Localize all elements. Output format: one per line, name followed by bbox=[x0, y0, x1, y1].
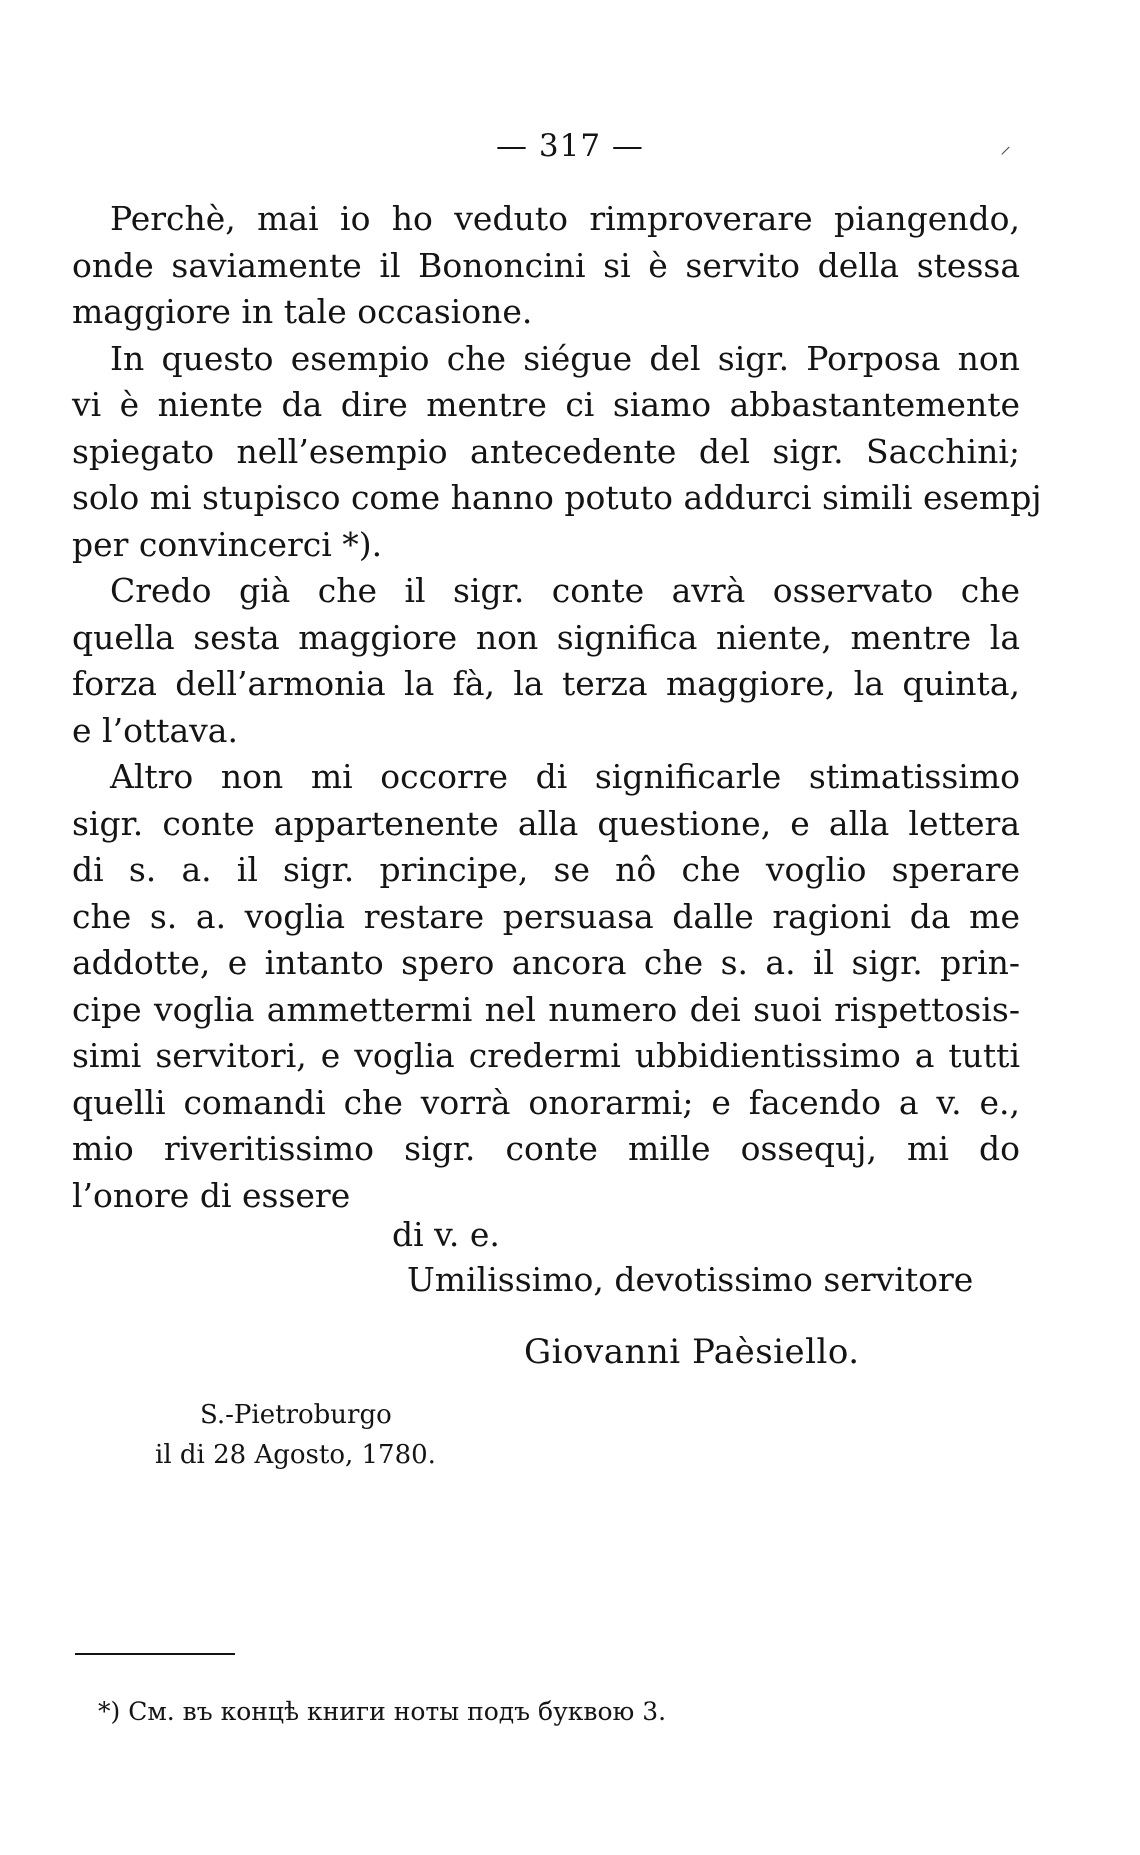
footnote-rule bbox=[75, 1653, 235, 1655]
text-line: solo mi stupisco come hanno potuto addurci simili esempj bbox=[72, 478, 1042, 517]
text-line: spiegato nell’esempio antecedente del sigr. Sacchini; bbox=[72, 431, 1020, 471]
text-line: quella sesta maggiore non significa niente, mentre la bbox=[72, 617, 1020, 657]
text-line: Credo già che il sigr. conte avrà osservato che bbox=[110, 571, 1020, 610]
closing-line-valediction: Umilissimo, devotissimo servitore bbox=[407, 1260, 974, 1299]
signature: Giovanni Paèsiello. bbox=[524, 1332, 860, 1372]
text-line: l’onore di essere bbox=[72, 1175, 351, 1215]
text-line: quelli comandi che vorrà onorarmi; e facendo a v. e., bbox=[72, 1082, 1020, 1122]
text-line: sigr. conte appartenente alla questione, e alla lettera bbox=[72, 803, 1020, 843]
text-line: di s. a. il sigr. principe, se nô che voglio sperare bbox=[72, 850, 1020, 889]
dateline-place: S.-Pietroburgo bbox=[200, 1400, 392, 1430]
text-line: e l’ottava. bbox=[72, 710, 238, 750]
text-line: per convincerci *). bbox=[72, 524, 383, 564]
text-line: simi servitori, e voglia credermi ubbidientissimo a tutti bbox=[72, 1036, 1020, 1075]
text-line: cipe voglia ammettermi nel numero dei suoi rispettosis- bbox=[72, 989, 1020, 1029]
letter-body bbox=[72, 196, 1042, 1219]
text-line: Perchè, mai io ho veduto rimproverare piangendo, bbox=[110, 199, 1020, 238]
corner-mark: ⸝ bbox=[1000, 134, 1012, 159]
footnote: *) См. въ концѣ книги ноты подъ буквою 3. bbox=[98, 1697, 667, 1726]
text-line: maggiore in tale occasione. bbox=[72, 292, 533, 331]
text-line: vi è niente da dire mentre ci siamo abbastantemente bbox=[72, 385, 1020, 424]
text-line: che s. a. voglia restare persuasa dalle ragioni da me bbox=[72, 896, 1020, 936]
page-number: — 317 — bbox=[496, 128, 644, 164]
text-line: forza dell’armonia la fà, la terza maggiore, la quinta, bbox=[72, 664, 1020, 703]
text-line: addotte, e intanto spero ancora che s. a. il sigr. prin- bbox=[72, 943, 1020, 982]
text-line: In questo esempio che siégue del sigr. Porposa non bbox=[110, 338, 1020, 378]
closing-line-address: di v. e. bbox=[392, 1215, 500, 1254]
text-line: Altro non mi occorre di significarle stimatissimo bbox=[110, 757, 1020, 796]
text-line: mio riveritissimo sigr. conte mille ossequj, mi do bbox=[72, 1129, 1020, 1168]
text-line: onde saviamente il Bononcini si è servito della stessa bbox=[72, 245, 1020, 285]
dateline-date: il di 28 Agosto, 1780. bbox=[155, 1440, 436, 1470]
